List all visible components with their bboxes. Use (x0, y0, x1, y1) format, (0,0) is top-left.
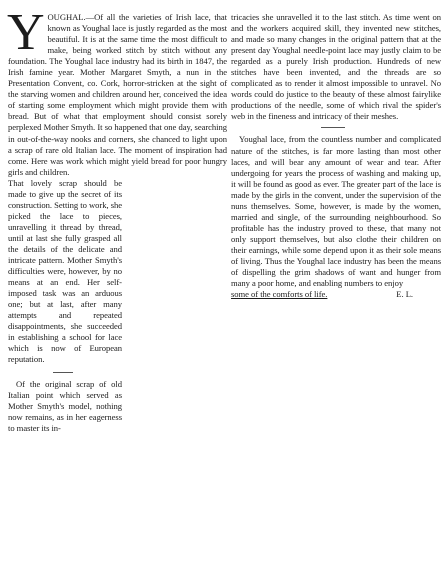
right-paragraph-2: Youghal lace, from the countless number and complicated nature of the stitches, is far more lasting than most other laces, and will bear any amount of wear and tear. After undergoing for years the process of washing and making up, it will be found as good as ever. The greater part of the lace is made by the girls in the convent, under the supervision of the nuns themselves. Some, however, is made by the women, married and single, of the surrounding neighbourhood. So profitable has the industry proved to these, that many not only support themselves, but also clothe their children on their earnings, while some depend upon it as their sole means of living. Thus the Youghal lace industry has been the means of dispelling the grim shadows of want and hunger from many a poor home, and enabling numbers to enjoy (231, 134, 441, 289)
narrow-paragraph-1: That lovely scrap should be made to give up the secret of its construction. Setting to work, she picked the lace to pieces, unravelling it thread by thread, until at last she fully grasped all the details of the delicate and intricate pattern. Mother Smyth's difficulties were, however, by no means at an end. Her self-imposed task was an arduous one; but at last, after many attempts and repeated disappointments, she succeeded in establishing a school for lace which is now of European reputation. (8, 177, 122, 365)
intro-heading: OUGHAL. (47, 12, 86, 22)
narrow-paragraph-2: Of the original scrap of old Italian point which served as Mother Smyth's model, nothing now remains, as in her eagerness to master its in- (8, 378, 122, 433)
left-column (7, 4, 227, 434)
drop-cap: Y (7, 4, 45, 61)
section-divider (53, 372, 73, 373)
section-divider-right (321, 127, 345, 128)
right-column (231, 12, 441, 300)
closing-line (231, 289, 441, 300)
closing-text: some of the comforts of life. (231, 289, 328, 300)
narrow-text-block (8, 178, 122, 434)
intro-text: —Of all the varieties of Irish lace, that known as Youghal lace is justly regarded as the most beautiful. It is at the same time the most difficult to make, being worked stitch by stitch without any foundation. The Youghal lace industry had its birth in 1847, the Irish famine year. Mother Margaret Smyth, a nun in the Presentation Convent, co. Cork, horror-stricken at the sight of the starving women and children around her, conceived the idea of starting some employment which might provide them with bread. But of what that employment should consist sorely perplexed Mother Smyth. It so happened that one day, searching in out-of-the-way nooks and corners, she chanced to light upon a scrap of rare old Italian lace. The moment of inspiration had come. Here was work which might yield bread for poor hungry girls and children. (8, 12, 227, 177)
author-signature: E. L. (396, 289, 413, 300)
intro-paragraph (7, 4, 227, 178)
right-paragraph-1: tricacies she unravelled it to the last stitch. As time went on and the workers acquired skill, they invented new stitches, and made so many changes in the original pattern that at the present day Youghal needle-point lace may justly claim to be regarded as a purely Irish production. Hundreds of new stitches have been invented, and the threads are so complicated as to render it almost impossible to unravel. No words could do justice to the beauty of these almost fairylike productions of the needle, some of which rival the spider's web in the fineness and intricacy of their meshes. (231, 12, 441, 122)
